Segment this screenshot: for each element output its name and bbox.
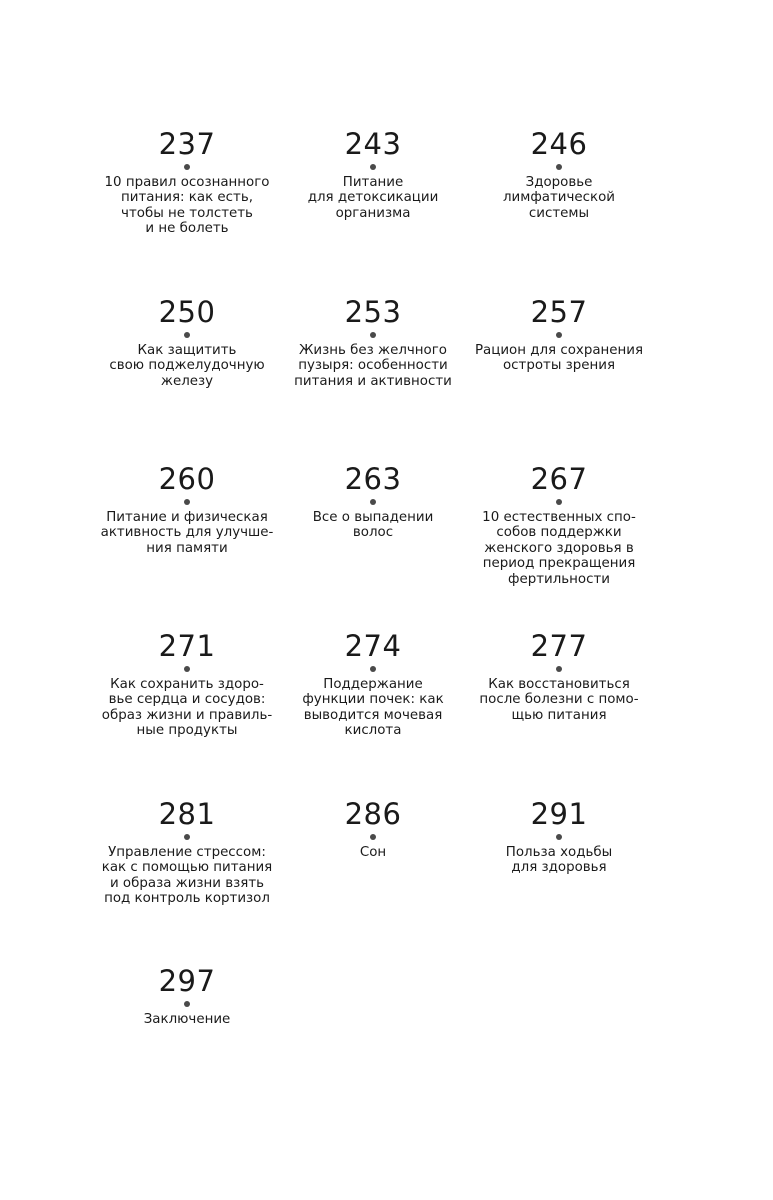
page-number: 260 [158, 462, 216, 496]
bullet-dot-icon [556, 332, 562, 338]
bullet-dot-icon [184, 1001, 190, 1007]
bullet-dot-icon [184, 332, 190, 338]
chapter-title: Как сохранить здоро- вье сердца и сосудов: образ жизни и правиль- ные продукты [101, 677, 273, 739]
toc-entry[interactable] [471, 629, 647, 723]
bullet-dot-icon [370, 666, 376, 672]
toc-entry[interactable] [471, 462, 647, 587]
bullet-dot-icon [556, 834, 562, 840]
page-number: 263 [344, 462, 402, 496]
page-number: 253 [344, 295, 402, 329]
bullet-dot-icon [370, 332, 376, 338]
bullet-dot-icon [370, 834, 376, 840]
chapter-title: Жизнь без желчного пузыря: особенности питания и активности [294, 343, 452, 389]
toc-entry[interactable] [99, 462, 275, 556]
page-number: 237 [158, 127, 216, 161]
toc-entry[interactable] [99, 629, 275, 739]
page-number: 250 [158, 295, 216, 329]
toc-entry[interactable] [99, 797, 275, 907]
toc-entry[interactable] [471, 127, 647, 221]
page-number: 271 [158, 629, 216, 663]
page-number: 274 [344, 629, 402, 663]
chapter-title: Все о выпадении волос [312, 510, 434, 541]
chapter-title: 10 естественных спо- собов поддержки женского здоровья в период прекращения фертильности [482, 510, 636, 587]
chapter-title: Сон [359, 845, 387, 860]
chapter-title: Управление стрессом: как с помощью питания и образа жизни взять под контроль кортизол [101, 845, 273, 907]
chapter-title: Как восстановиться после болезни с помо- щью питания [479, 677, 639, 723]
toc-entry[interactable] [285, 295, 461, 389]
page-number: 267 [530, 462, 588, 496]
toc-entry[interactable] [99, 964, 275, 1027]
chapter-title: Здоровье лимфатической системы [502, 175, 616, 221]
chapter-title: Питание и физическая активность для улучше- ния памяти [100, 510, 274, 556]
bullet-dot-icon [184, 164, 190, 170]
chapter-title: Заключение [143, 1012, 231, 1027]
toc-entry[interactable] [471, 797, 647, 876]
toc-entry[interactable] [285, 629, 461, 739]
toc-entry[interactable] [99, 295, 275, 389]
toc-entry[interactable] [285, 127, 461, 221]
page-number: 297 [158, 964, 216, 998]
chapter-title: Питание для детоксикации организма [307, 175, 439, 221]
page-number: 291 [530, 797, 588, 831]
page-number: 246 [530, 127, 588, 161]
bullet-dot-icon [370, 164, 376, 170]
bullet-dot-icon [556, 666, 562, 672]
page-number: 277 [530, 629, 588, 663]
chapter-title: Поддержание функции почек: как выводится мочевая кислота [302, 677, 444, 739]
bullet-dot-icon [556, 164, 562, 170]
page-number: 281 [158, 797, 216, 831]
bullet-dot-icon [370, 499, 376, 505]
page-number: 286 [344, 797, 402, 831]
bullet-dot-icon [184, 666, 190, 672]
bullet-dot-icon [556, 499, 562, 505]
page-number: 243 [344, 127, 402, 161]
bullet-dot-icon [184, 499, 190, 505]
chapter-title: 10 правил осознанного питания: как есть, чтобы не толстеть и не болеть [104, 175, 270, 237]
toc-entry[interactable] [285, 797, 461, 860]
page-number: 257 [530, 295, 588, 329]
chapter-title: Польза ходьбы для здоровья [505, 845, 613, 876]
chapter-title: Рацион для сохранения остроты зрения [474, 343, 644, 374]
chapter-title: Как защитить свою поджелудочную железу [109, 343, 265, 389]
toc-entry[interactable] [471, 295, 647, 374]
bullet-dot-icon [184, 834, 190, 840]
toc-entry[interactable] [99, 127, 275, 237]
toc-entry[interactable] [285, 462, 461, 541]
